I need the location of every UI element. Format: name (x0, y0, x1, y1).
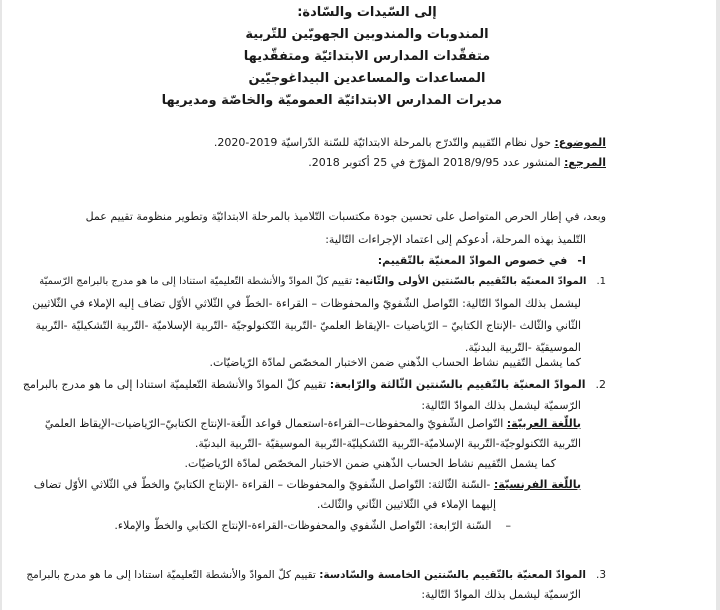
section-title: في خصوص الموادّ المعنيّة بالتّقييم: (377, 254, 568, 267)
subject-line (214, 136, 606, 150)
french-subjects-line (34, 478, 581, 492)
bullet-dash: – (505, 519, 511, 532)
item-3-line: الرّسميّة ليشمل بذلك الموادّ التّالية: (421, 588, 581, 601)
fourth-year-line (114, 519, 511, 533)
french-subjects-text: -السّنة الثّالثة: التّواصل الشّفويّ والمحفوظات – القراءة -الإنتاج الكتابيّ والخطّ في الثّلاثي الأوّل تضاف (33, 478, 494, 491)
addressee-recipient: المساعدات والمساعدين البيداغوجيّين (248, 71, 486, 86)
addressee-recipient: متفقّدات المدارس الابتدائيّة ومتفقّديها (243, 49, 491, 64)
addressee-line: إلى السّيدات والسّادة: (297, 5, 437, 20)
item-1-line: الموسيقيّة -التّربية البدنيّة. (464, 341, 581, 354)
arabic-subjects-line (45, 417, 581, 431)
item-2-number: 2. (595, 378, 606, 391)
fourth-year-text: السّنة الرّابعة: التّواصل الشّفوي والمحفوظات-القراءة-الإنتاج الكتابي والخطّ والإملاء. (114, 519, 492, 532)
item-2-title: الموادّ المعنيّة بالتّقييم بالسّنتين الثّالثة والرّابعة: (329, 378, 586, 391)
addressee-recipient: المندوبات والمندوبين الجهويّين للتّربية (245, 27, 489, 42)
item-1-line: الثّاني والثّالث -الإنتاج الكتابيّ – الرّياضيات -الإيقاظ العلميّ -التّربية التّكنولوجيّة -التّربية الإسلاميّة -التّربية التّشكيليّة -التّربية (35, 319, 581, 332)
item-1-text: تقييم كلّ الموادّ والأنشطة التّعليميّة استنادا إلى ما هو مدرج بالبرامج الرّسميّة (39, 276, 356, 287)
section-heading (378, 254, 586, 268)
item-1-number: 1. (596, 276, 606, 287)
arabic-label: باللّغة العربيّة: (506, 417, 581, 430)
reference-text: المنشور عدد 2018/9/95 المؤرّخ في 25 أكتوبر 2018. (308, 156, 565, 169)
document-page (2, 0, 716, 610)
item-3-number: 3. (595, 569, 606, 581)
reference-label: المرجع: (564, 156, 606, 169)
item-1-line: كما يشمل التّقييم نشاط الحساب الذّهني ضمن الاختبار المخصّص لمادّة الرّياضيّات. (209, 356, 581, 369)
intro-paragraph-line: وبعد، في إطار الحرص المتواصل على تحسين جودة مكتسبات التّلاميذ بالمرحلة الابتدائيّة وتطوير منظومة تقييم عمل (85, 210, 606, 223)
section-marker: I- (577, 254, 586, 267)
arabic-subjects-text: التّواصل الشّفويّ والمحفوظات–القراءة-استعمال قواعد اللّغة-الإنتاج الكتابيّ–الرّياضيات-الإيقاظ العلميّ (44, 417, 507, 430)
item-1-title: الموادّ المعنيّة بالتّقييم بالسّنتين الأولى والثّانية: (355, 276, 587, 287)
addressee-recipient: مديرات المدارس الابتدائيّة العموميّة والخاصّة ومديريها (161, 93, 502, 108)
arabic-subjects-line: كما يشمل التّقييم نشاط الحساب الذّهني ضمن الاختبار المخصّص لمادّة الرّياضيّات. (184, 457, 556, 470)
subject-text: حول نظام التّقييم والتّدرّج بالمرحلة الابتدائيّة للسّنة الدّراسيّة 2019-2020. (213, 136, 555, 149)
item-2-first-line (23, 378, 606, 392)
item-3-text: تقييم كلّ الموادّ والأنشطة التّعليميّة استنادا إلى ما هو مدرج بالبرامج (26, 569, 320, 581)
item-1-first-line (39, 275, 606, 289)
item-3-title: الموادّ المعنيّة بالتّقييم بالسّنتين الخامسة والسّادسة: (319, 569, 586, 581)
subject-label: الموضوع: (554, 136, 606, 149)
reference-line (308, 156, 606, 170)
item-1-line: ليشمل بذلك الموادّ التّالية: التّواصل الشّفويّ والمحفوظات – القراءة -الخطّ في الثّلاثي الأوّل تضاف إليه الإملاء في الثّلاثيين (32, 297, 581, 310)
item-2-line: الرّسميّة ليشمل بذلك الموادّ التّالية: (421, 399, 581, 412)
item-3-first-line (26, 568, 606, 582)
french-subjects-line: إليهما الإملاء في الثّلاثيين الثّاني والثّالث. (316, 498, 496, 511)
item-2-text: تقييم كلّ الموادّ والأنشطة التّعليميّة استنادا إلى ما هو مدرج بالبرامج (22, 378, 330, 391)
arabic-subjects-line: التّربية التّكنولوجيّة-التّربية الإسلاميّة-التّربية التّشكيليّة-التّربية الموسيقيّة -التّربية البدنيّة. (194, 437, 581, 450)
intro-paragraph-line: التّلميذ بهذه المرحلة، أدعوكم إلى اعتماد الإجراءات التّالية: (325, 233, 586, 246)
french-label: باللّغة الفرنسيّة: (493, 478, 581, 491)
